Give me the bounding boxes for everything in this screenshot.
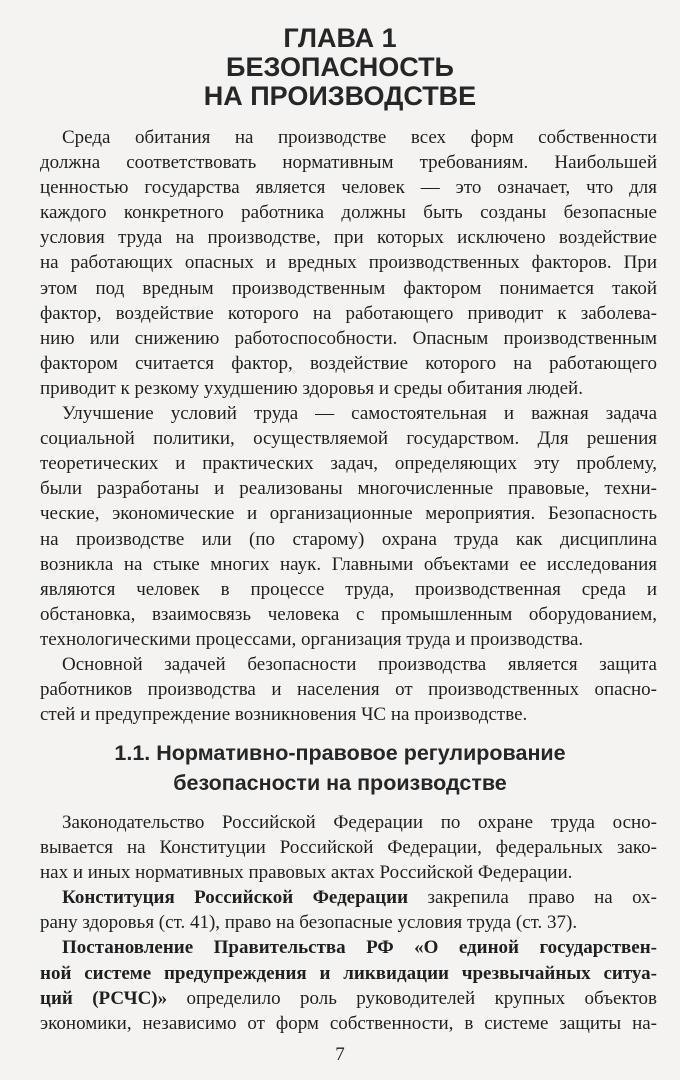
section-heading-line: безопасности на производстве bbox=[173, 771, 507, 795]
text-line: возникла на стыке многих наук. Главными объектами ее исследования bbox=[40, 553, 657, 575]
section-heading-line: 1.1. Нормативно-правовое регулирование bbox=[114, 741, 566, 765]
text-line: должна соответствовать нормативным требованиям. Наибольшей bbox=[40, 152, 657, 174]
chapter-title-line: БЕЗОПАСНОСТЬ bbox=[226, 52, 454, 82]
chapter-number: ГЛАВА 1 bbox=[283, 23, 397, 53]
text-line: являются человек в процессе труда, производственная среда и bbox=[40, 578, 657, 600]
text-line bbox=[40, 935, 657, 960]
text-fragment: закрепила право на ох- bbox=[408, 887, 657, 909]
bold-term: Постановление Правительства РФ «О единой государствен- bbox=[62, 937, 657, 959]
text-line: Законодательство Российской Федерации по охране труда осно- bbox=[62, 812, 657, 833]
text-line: нию или снижению работоспособности. Опасным производственным bbox=[40, 327, 657, 349]
text-line bbox=[40, 986, 657, 1011]
text-line: фактор, воздействие которого на работающего приводит к заболева- bbox=[40, 302, 657, 324]
bold-term: ной системе предупреждения и ликвидации чрезвычайных ситуа- bbox=[40, 962, 657, 984]
text-line: этом под вредным производственным фактором понимается такой bbox=[40, 277, 657, 299]
text-line: работников производства и населения от производственных опасно- bbox=[40, 679, 657, 701]
text-fragment: определило роль руководителей крупных объектов bbox=[167, 987, 657, 1009]
text-line: ческие, экономические и организационные мероприятия. Безопасность bbox=[40, 503, 657, 525]
text-line: нах и иных нормативных правовых актах Российской Федерации. bbox=[40, 862, 573, 884]
text-line: стей и предупреждение возникновения ЧС на производстве. bbox=[40, 704, 528, 726]
text-line: ценностью государства является человек — это означает, что для bbox=[40, 177, 657, 199]
text-line: вывается на Конституции Российской Федерации, федеральных зако- bbox=[40, 837, 657, 859]
text-line: теоретических и практических задач, определяющих эту проблему, bbox=[40, 453, 657, 475]
text-line: приводит к резкому ухудшению здоровья и среды обитания людей. bbox=[40, 377, 583, 399]
text-line: рану здоровья (ст. 41), право на безопасные условия труда (ст. 37). bbox=[40, 912, 578, 934]
page-number: 7 bbox=[335, 1044, 345, 1065]
bold-term: Конституция Российской Федерации bbox=[62, 887, 409, 909]
text-line bbox=[40, 961, 657, 986]
text-line: Среда обитания на производстве всех форм собственности bbox=[62, 127, 657, 148]
text-line bbox=[40, 885, 657, 910]
section-heading bbox=[0, 738, 680, 798]
text-line: были разработаны и реализованы многочисленные правовые, техни- bbox=[40, 478, 657, 500]
text-line: обстановка, взаимосвязь человека с промышленным оборудованием, bbox=[40, 603, 657, 625]
intro-paragraphs bbox=[40, 125, 657, 727]
text-line: Основной задачей безопасности производства является защита bbox=[62, 653, 657, 675]
section-paragraphs bbox=[40, 810, 657, 1036]
text-line: каждого конкретного работника должны быть созданы безопасные bbox=[40, 202, 657, 224]
text-line: технологическими процессами, организация труда и производства. bbox=[40, 628, 584, 650]
text-line: социальной политики, осуществляемой государством. Для решения bbox=[40, 428, 657, 450]
chapter-title-line: НА ПРОИЗВОДСТВЕ bbox=[203, 81, 477, 111]
text-line: экономики, независимо от форм собственности, в системе защиты на- bbox=[40, 1012, 657, 1034]
text-line: условия труда на производстве, при которых исключено воздействие bbox=[40, 227, 657, 249]
chapter-heading bbox=[0, 24, 680, 111]
text-line: фактором считается фактор, воздействие которого на работающего bbox=[40, 352, 657, 374]
text-line: на производстве или (по старому) охрана труда как дисциплина bbox=[40, 528, 657, 550]
bold-term: ций (РСЧС)» bbox=[40, 987, 168, 1009]
text-line: Улучшение условий труда — самостоятельная и важная задача bbox=[62, 403, 657, 425]
text-line: на работающих опасных и вредных производственных факторов. При bbox=[40, 252, 657, 274]
